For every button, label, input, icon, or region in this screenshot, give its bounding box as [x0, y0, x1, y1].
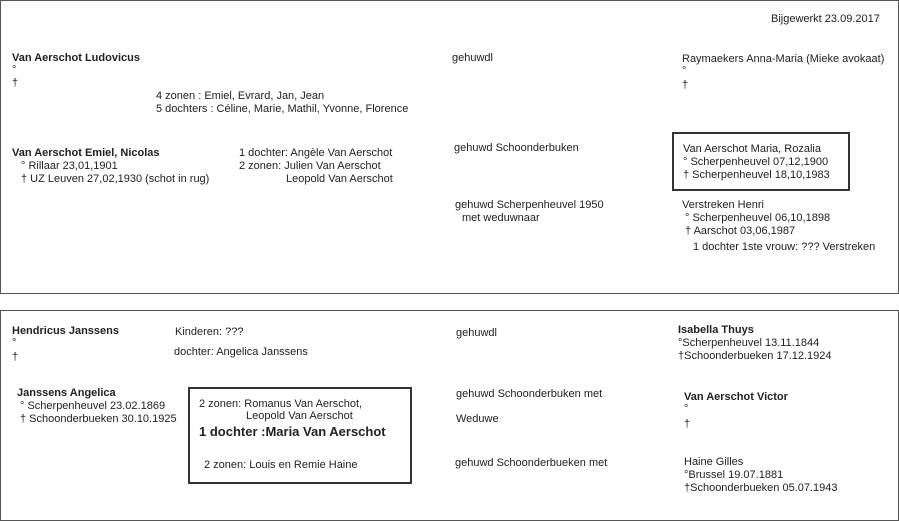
box-sons-2: Leopold Van Aerschot [246, 410, 353, 422]
married-maria-line2: met weduwnaar [462, 212, 540, 224]
kinderen: Kinderen: ??? [175, 326, 244, 338]
ludovicus-name: Van Aerschot Ludovicus [12, 52, 140, 64]
hendricus-name: Hendricus Janssens [12, 325, 119, 337]
victor-birth: ° [684, 403, 689, 415]
spouse1-birth: ° [682, 65, 687, 77]
gilles-death: †Schoonderbueken 05.07.1943 [684, 482, 838, 494]
hendricus-death: † [12, 351, 19, 363]
married-angelica-2: gehuwd Schoonderbueken met [455, 457, 608, 469]
emiel-name: Van Aerschot Emiel, Nicolas [12, 147, 160, 159]
married-angelica: gehuwd Schoonderbuken met [456, 388, 603, 400]
isabella-death: †Schoonderbueken 17.12.1924 [678, 350, 832, 362]
emiel-daughter: 1 dochter: Angèle Van Aerschot [239, 147, 393, 159]
spouse1-death: † [682, 79, 689, 91]
ludovicus-sons: 4 zonen : Emiel, Evrard, Jan, Jean [156, 90, 325, 102]
spouse1-name: Raymaekers Anna-Maria (Mieke avokaat) [682, 53, 885, 65]
married-ludovicus: gehuwdl [452, 52, 493, 64]
victor-death: † [684, 418, 691, 430]
weduwe: Weduwe [456, 413, 499, 425]
married-maria-line1: gehuwd Scherpenheuvel 1950 [455, 199, 604, 211]
victor-name: Van Aerschot Victor [684, 391, 788, 403]
emiel-sons-2: Leopold Van Aerschot [286, 173, 393, 185]
updated-date: Bijgewerkt 23.09.2017 [771, 13, 880, 25]
maria-death: † Scherpenheuvel 18,10,1983 [683, 169, 830, 181]
maria-birth: ° Scherpenheuvel 07,12,1900 [683, 156, 829, 168]
gilles-name: Haine Gilles [684, 456, 744, 468]
ludovicus-death: † [12, 77, 19, 89]
isabella-name: Isabella Thuys [678, 324, 754, 336]
hendricus-birth: ° [12, 337, 17, 349]
box-sons: 2 zonen: Romanus Van Aerschot, [199, 398, 363, 410]
ludovicus-birth: ° [12, 64, 17, 76]
henri-birth: ° Scherpenheuvel 06,10,1898 [685, 212, 831, 224]
isabella-birth: °Scherpenheuvel 13.11.1844 [678, 337, 820, 349]
married-emiel: gehuwd Schoonderbuken [454, 142, 579, 154]
ludovicus-daughters: 5 dochters : Céline, Marie, Mathil, Yvonne, Florence [156, 103, 409, 115]
box-sons-haine: 2 zonen: Louis en Remie Haine [204, 459, 358, 471]
angelica-name: Janssens Angelica [17, 387, 116, 399]
married-hendricus: gehuwdl [456, 327, 497, 339]
emiel-death: † UZ Leuven 27,02,1930 (schot in rug) [21, 173, 210, 185]
bottom-family-panel [0, 310, 899, 521]
henri-name: Verstreken Henri [682, 199, 764, 211]
henri-note: 1 dochter 1ste vrouw: ??? Verstreken [693, 241, 876, 253]
maria-name: Van Aerschot Maria, Rozalia [683, 143, 821, 155]
emiel-sons: 2 zonen: Julien Van Aerschot [239, 160, 381, 172]
henri-death: † Aarschot 03,06,1987 [685, 225, 796, 237]
box-daughter: 1 dochter :Maria Van Aerschot [199, 424, 386, 439]
angelica-death: † Schoonderbueken 30.10.1925 [20, 413, 177, 425]
emiel-birth: ° Rillaar 23,01,1901 [21, 160, 118, 172]
angelica-birth: ° Scherpenheuvel 23.02.1869 [20, 400, 166, 412]
gilles-birth: °Brussel 19.07.1881 [684, 469, 784, 481]
dochter-angelica: dochter: Angelica Janssens [174, 346, 308, 358]
